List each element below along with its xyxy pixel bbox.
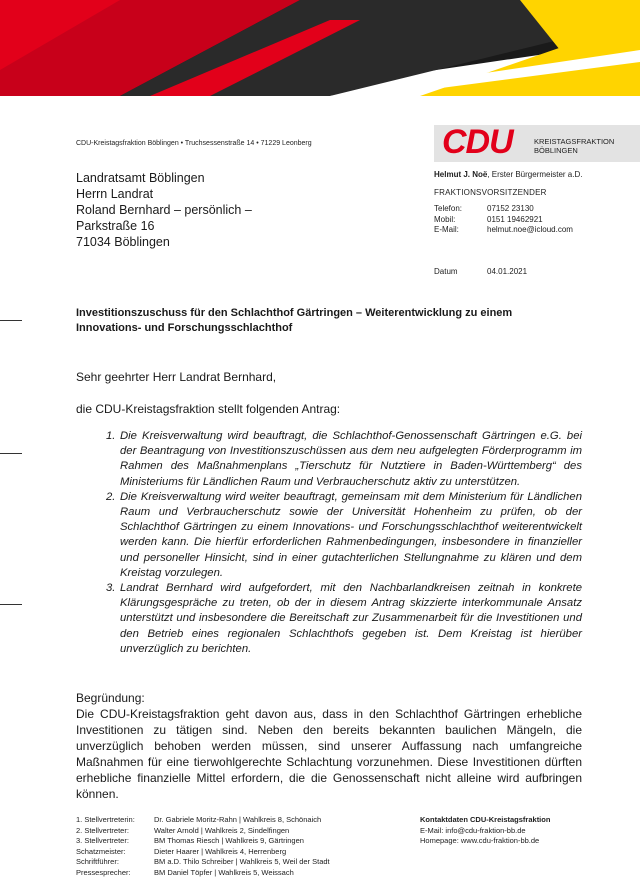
contact-key: Telefon: bbox=[434, 204, 463, 213]
list-item bbox=[106, 581, 582, 657]
officer-name: Dieter Haarer | Wahlkreis 4, Herrenberg bbox=[154, 846, 287, 856]
fold-mark bbox=[0, 604, 22, 605]
officer-name: BM a.D. Thilo Schreiber | Wahlkreis 5, Weil der Stadt bbox=[154, 857, 330, 867]
sender-line: CDU-Kreistagsfraktion Böblingen • Truchsessenstraße 14 • 71229 Leonberg bbox=[76, 140, 312, 147]
contact-name: Helmut J. Noë bbox=[434, 170, 488, 179]
item-number: 1. bbox=[106, 430, 116, 442]
officer-role: 1. Stellvertreterin: bbox=[76, 815, 135, 824]
officer-role: Schriftführer: bbox=[76, 857, 119, 867]
contact-key: Mobil: bbox=[434, 214, 456, 224]
officer-role: 3. Stellvertreter: bbox=[76, 836, 129, 846]
contact-value: 07152 23130 bbox=[487, 204, 534, 213]
fold-mark bbox=[0, 320, 22, 321]
contact-row bbox=[434, 204, 573, 215]
date-label: Datum bbox=[434, 267, 458, 276]
officers-table bbox=[76, 815, 330, 879]
contact-table bbox=[434, 204, 573, 236]
recipient-address bbox=[76, 170, 252, 250]
item-number: 3. bbox=[106, 582, 116, 595]
officer-role: Schatzmeister: bbox=[76, 846, 126, 856]
table-row bbox=[76, 826, 330, 837]
date-line bbox=[434, 267, 527, 276]
footer-homepage[interactable]: Homepage: www.cdu-fraktion-bb.de bbox=[420, 836, 540, 846]
address-line: Landratsamt Böblingen bbox=[76, 171, 205, 185]
contact-value[interactable]: helmut.noe@icloud.com bbox=[487, 225, 573, 234]
logo-wordmark: CDU bbox=[442, 123, 513, 161]
footer-email[interactable]: E-Mail: info@cdu-fraktion-bb.de bbox=[420, 825, 526, 835]
address-line: Roland Bernhard – persönlich – bbox=[76, 203, 252, 217]
contact-name-line bbox=[434, 170, 582, 179]
table-row bbox=[76, 836, 330, 847]
address-line: 71034 Böblingen bbox=[76, 235, 170, 249]
reason-section bbox=[76, 690, 582, 802]
table-row bbox=[76, 868, 330, 879]
item-text: Die Kreisverwaltung wird weiter beauftragt, gemeinsam mit dem Ministerium für Ländlichen Raum und Verbraucherschutz sowie der Universität Hohenheim zu prüfen, ob der Schlachthof Gärtringen zu einem Innovations- und Forschungsschlachthof weiterentwickelt werden kann. Die hierfür erforderlichen Rahmenbedingungen, insbesondere in finanzieller und personeller Hinsicht, sind in einer gutachterlichen Stellungnahme zu klären und dem Kreistag vorzulegen. bbox=[120, 490, 582, 579]
contact-value: 0151 19462921 bbox=[487, 214, 543, 224]
list-item bbox=[106, 429, 582, 490]
contact-title: , Erster Bürgermeister a.D. bbox=[487, 170, 583, 179]
logo-line-1: KREISTAGSFRAKTION bbox=[534, 137, 615, 146]
item-number: 2. bbox=[106, 490, 116, 503]
logo-subtitle bbox=[534, 137, 614, 155]
officer-name: Walter Arnold | Wahlkreis 2, Sindelfingen bbox=[154, 825, 290, 835]
contact-row bbox=[434, 215, 573, 226]
logo-line-2: BÖBLINGEN bbox=[534, 146, 578, 155]
item-text: Die Kreisverwaltung wird beauftragt, die Schlachthof-Genossenschaft Gärtringen e.G. bei der Beantragung von Investitionszuschüssen aus dem neu aufgelegten Förderprogramm im Rahmen des Maßnahmenplans „Tierschutz für Nutztiere in Baden-Württemberg“ des Ministeriums für Ländlichen Raum und Verbraucherschutz aktiv zu unterstützen. bbox=[120, 430, 582, 488]
intro-text: die CDU-Kreistagsfraktion stellt folgenden Antrag: bbox=[76, 402, 341, 416]
item-text: Landrat Bernhard wird aufgefordert, mit den Nachbarlandkreisen zeitnah in konkrete Klärungsgespräche zu treten, ob der in diesem Antrag skizzierte interkommunale Ansatz unterstützt und insbesondere die Bereitschaft zur Zusammenarbeit für die Investitionen und den Betrieb eines regionalen Schlachthofs gegeben ist. Dem Kreistag ist hierüber unverzüglich zu berichten. bbox=[120, 582, 582, 655]
footer-contact-heading: Kontaktdaten CDU-Kreistagsfraktion bbox=[420, 815, 551, 824]
header-banner bbox=[0, 0, 640, 96]
officer-name: Dr. Gabriele Moritz-Rahn | Wahlkreis 8, Schönaich bbox=[154, 815, 322, 824]
reason-heading: Begründung: bbox=[76, 691, 145, 705]
contact-role: FRAKTIONSVORSITZENDER bbox=[434, 188, 547, 197]
footer-officers bbox=[76, 815, 330, 879]
officer-name: BM Daniel Töpfer | Wahlkreis 5, Weissach bbox=[154, 867, 294, 877]
banner-graphic bbox=[0, 0, 640, 96]
reason-text: Die CDU-Kreistagsfraktion geht davon aus, dass in den Schlachthof Gärtringen erhebliche Investitionen zu tätigen sind. Neben den bereits bekannten baulichen Mängeln, die unverzüglich behoben werden müssen, sind unserer Auffassung nach umfangreiche Maßnahmen für eine tierwohlgerechte Schlachtung vorzunehmen. Diese Investitionen dürften erhebliche finanzielle Mittel erfordern, die die Genossenschaft nicht alleine wird aufbringen können. bbox=[76, 707, 582, 801]
table-row bbox=[76, 847, 330, 858]
officer-role: 2. Stellvertreter: bbox=[76, 825, 129, 835]
officer-role: Pressesprecher: bbox=[76, 867, 131, 877]
cdu-logo bbox=[434, 125, 640, 162]
salutation: Sehr geehrter Herr Landrat Bernhard, bbox=[76, 370, 277, 384]
address-line: Herrn Landrat bbox=[76, 187, 154, 201]
contact-block bbox=[434, 170, 582, 236]
address-line: Parkstraße 16 bbox=[76, 219, 155, 233]
contact-row bbox=[434, 225, 573, 236]
motion-list bbox=[106, 429, 582, 657]
table-row bbox=[76, 815, 330, 826]
subject-line: Investitionszuschuss für den Schlachthof Gärtringen – Weiterentwicklung zu einem Innovations- und Forschungsschlachthof bbox=[76, 307, 513, 334]
footer-contact bbox=[420, 815, 550, 847]
table-row bbox=[76, 857, 330, 868]
contact-key: E-Mail: bbox=[434, 225, 459, 234]
list-item bbox=[106, 490, 582, 581]
date-value: 04.01.2021 bbox=[487, 267, 528, 276]
punch-mark bbox=[0, 453, 22, 454]
officer-name: BM Thomas Riesch | Wahlkreis 9, Gärtringen bbox=[154, 836, 304, 846]
